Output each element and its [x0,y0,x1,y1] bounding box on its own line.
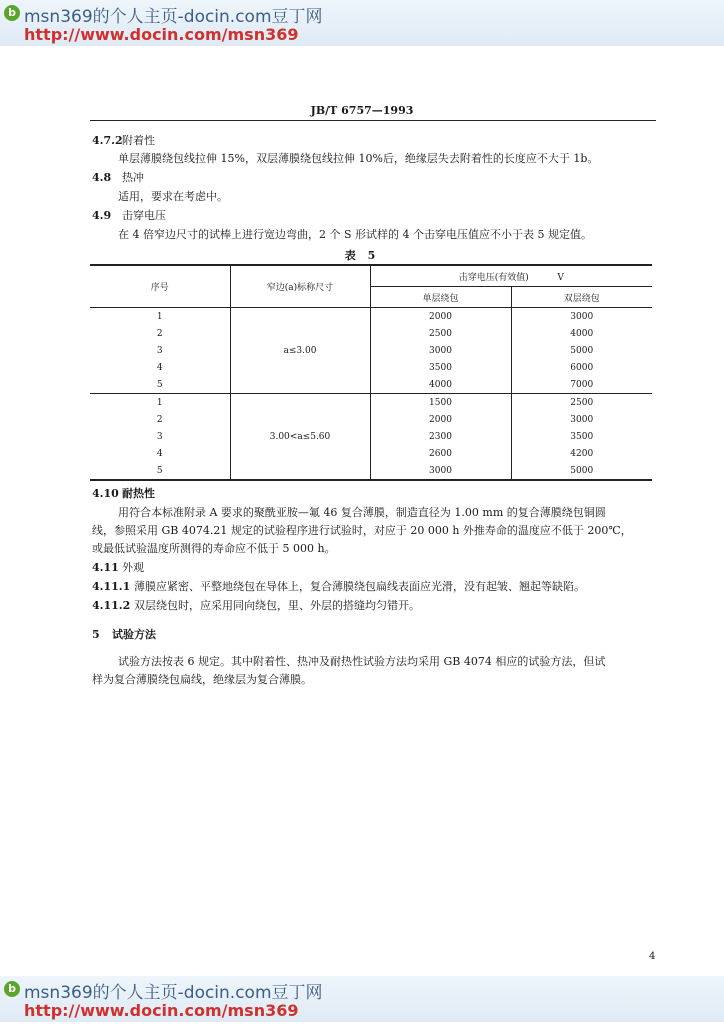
column-header-seq: 序号 [90,265,230,308]
table-row: 3 2300 3500 [90,428,652,445]
section-4-10-line-3: 或最低试验温度所测得的寿命应不低于 5 000 h。 [92,542,336,555]
section-5-line-2: 样为复合薄膜绕包扁线，绝缘层为复合薄膜。 [92,673,312,686]
column-header-voltage: 击穿电压(有效值) V [370,265,652,287]
banner-site-text[interactable]: msn369的个人主页-docin.com豆丁网 [24,983,323,1003]
banner-url-link[interactable]: http://www.docin.com/msn369 [24,1001,299,1020]
header-rule [90,120,656,121]
section-4-11-heading: 4.11 外观 [92,561,144,574]
table-row: 2 2000 3000 [90,411,652,428]
table-row: 5 3000 5000 [90,462,652,480]
table-5-caption: 表 5 [344,249,380,262]
docin-logo-icon: b [4,5,20,21]
top-banner [0,0,724,46]
section-4-10-heading: 4.10 耐热性 [92,487,155,500]
section-4-10-line-1: 用符合本标准附录 A 要求的聚酰亚胺—氟 46 复合薄膜，制造直径为 1.00 mm 的复合薄膜绕包铜圆 [118,506,606,519]
size-cell-group2: 3.00<a≤5.60 [230,394,370,481]
section-5-line-1: 试验方法按表 6 规定。其中附着性、热冲及耐热性试验方法均采用 GB 4074 相应的试验方法，但试 [118,655,606,668]
column-header-double: 双层绕包 [511,287,652,308]
table-row: 4 2600 4200 [90,445,652,462]
section-4-9-text: 在 4 倍窄边尺寸的试棒上进行宽边弯曲，2 个 S 形试样的 4 个击穿电压值应不小于表 5 规定值。 [118,228,592,241]
table-row: 3 3000 5000 [90,342,652,359]
breakdown-voltage-table [90,264,652,481]
docin-logo-icon: b [4,981,20,997]
standard-number-header: JB/T 6757—1993 [310,104,414,117]
section-4-10-line-2: 线，参照采用 GB 4074.21 规定的试验程序进行试验时，对应于 20 000 h 外推寿命的温度应不低于 200℃， [92,524,632,537]
banner-site-text[interactable]: msn369的个人主页-docin.com豆丁网 [24,7,323,27]
column-header-size: 窄边(a)标称尺寸 [230,265,370,308]
section-5-heading: 5 试验方法 [92,628,156,641]
table-row: 4 3500 6000 [90,359,652,376]
size-cell-group1: a≤3.00 [230,308,370,394]
section-4-11-1-text: 4.11.1 薄膜应紧密、平整地绕包在导体上，复合薄膜绕包扁线表面应光滑，没有起皱、翘起等缺陷。 [92,580,585,593]
column-header-single: 单层绕包 [370,287,511,308]
table-row: 1 3.00<a≤5.60 1500 2500 [90,394,652,412]
bottom-banner [0,976,724,1022]
table-row: 5 4000 7000 [90,376,652,394]
section-4-8-heading: 4.8 热冲 [92,171,144,184]
section-4-7-2-heading: 4.7.2附着性 [92,134,155,147]
banner-url-link[interactable]: http://www.docin.com/msn369 [24,25,299,44]
table-row: 2 2500 4000 [90,325,652,342]
section-4-9-heading: 4.9 击穿电压 [92,209,166,222]
section-4-11-2-text: 4.11.2 双层绕包时，应采用同向绕包，里、外层的搭缝均匀错开。 [92,599,420,612]
table-row: 1 a≤3.00 2000 3000 [90,308,652,326]
page-number: 4 [649,951,656,962]
section-4-7-2-text: 单层薄膜绕包线拉伸 15%，双层薄膜绕包线拉伸 10%后，绝缘层失去附着性的长度应不大于 1b。 [118,152,599,165]
section-4-8-text: 适用，要求在考虑中。 [118,190,228,203]
